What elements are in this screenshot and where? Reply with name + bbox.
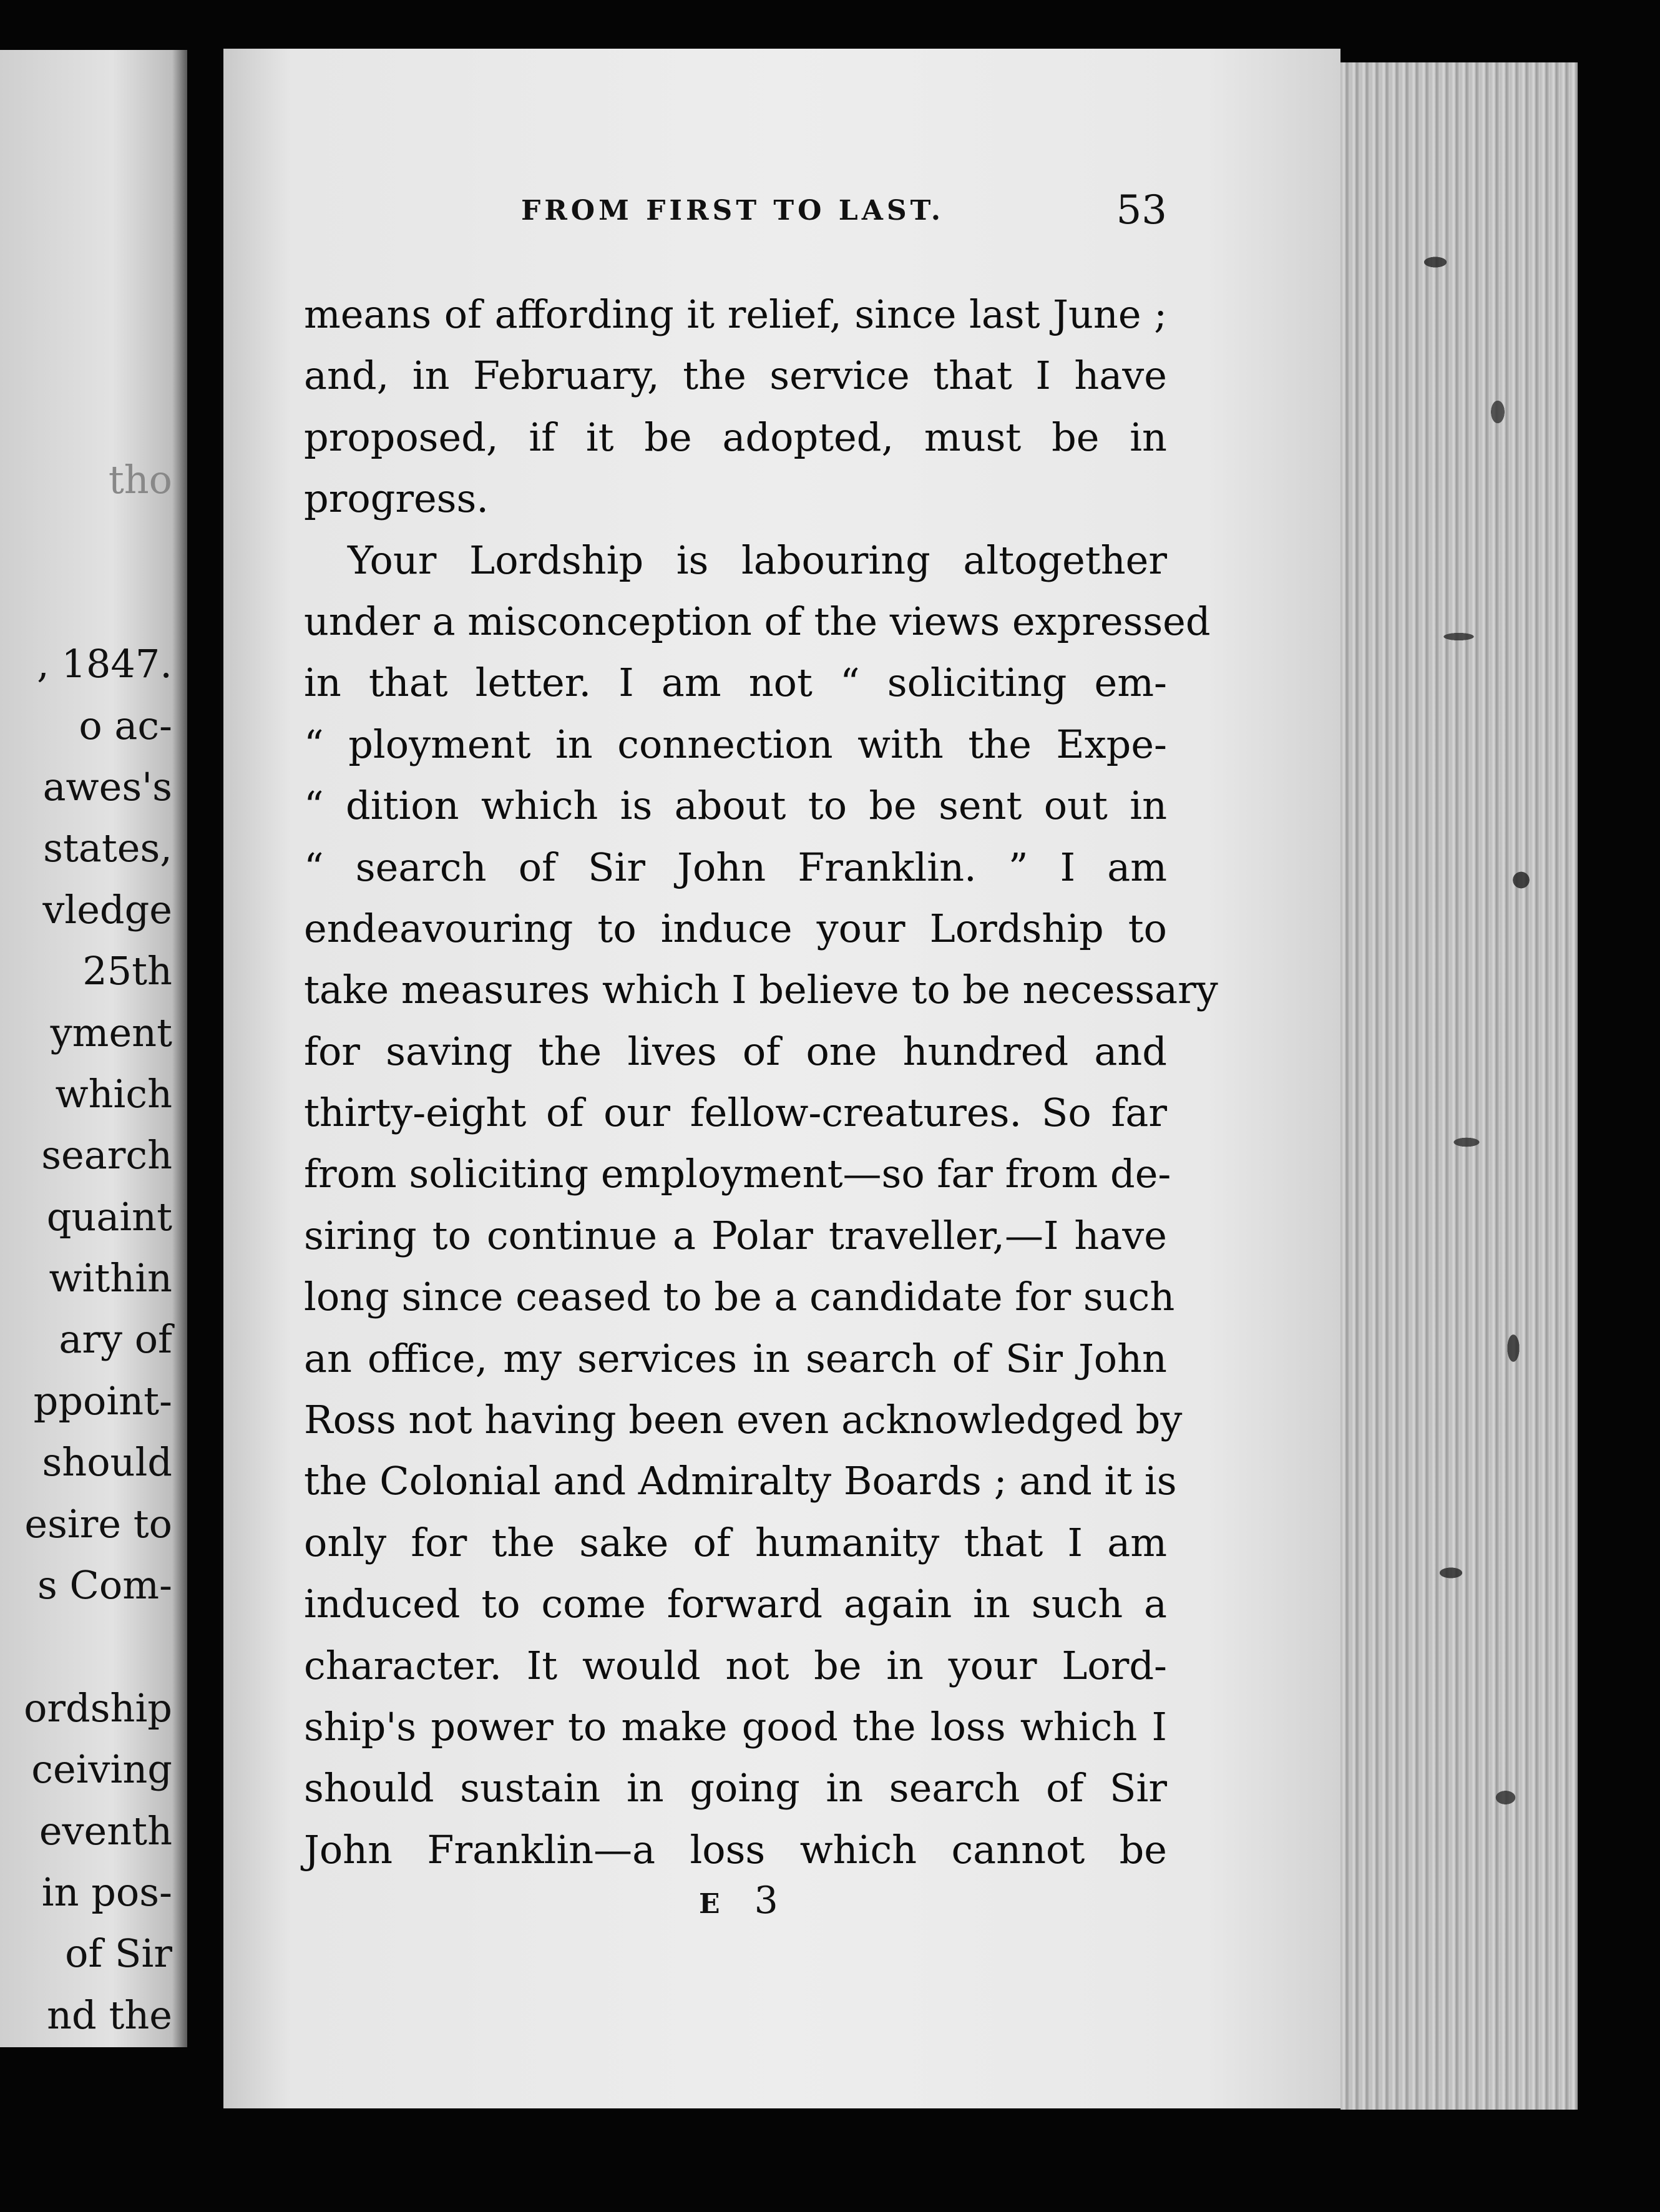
text-line: the Colonial and Admiralty Boards ; and it is bbox=[304, 1458, 1177, 1504]
left-line bbox=[4, 572, 172, 634]
left-line: within bbox=[49, 1255, 172, 1301]
left-line: of Sir bbox=[65, 1931, 172, 1977]
text-line: under a misconception of the views expressed bbox=[304, 598, 1211, 644]
text-line: ship's power to make good the loss which I bbox=[304, 1703, 1167, 1750]
text-line: long since ceased to be a candidate for such bbox=[304, 1274, 1175, 1320]
text-line: “ dition which is about to be sent out in bbox=[304, 783, 1167, 829]
text-line: endeavouring to induce your Lordship to bbox=[304, 905, 1167, 951]
signature-mark bbox=[699, 1879, 789, 1922]
text-line: for saving the lives of one hundred and bbox=[304, 1028, 1167, 1074]
left-line: awes's bbox=[42, 763, 172, 810]
left-line bbox=[4, 1616, 172, 1677]
text-line: thirty-eight of our fellow-creatures. So far bbox=[304, 1090, 1167, 1136]
left-line: ary of bbox=[59, 1316, 172, 1363]
text-line: John Franklin—a loss which cannot be bbox=[304, 1826, 1167, 1872]
text-line: proposed, if it be adopted, must be in bbox=[304, 414, 1167, 460]
left-line: nd the bbox=[47, 1992, 172, 2038]
left-line: ppoint- bbox=[33, 1378, 172, 1424]
running-title: FROM FIRST TO LAST. bbox=[521, 195, 945, 227]
left-line: 25th bbox=[82, 948, 172, 994]
page-number: 53 bbox=[1116, 187, 1167, 233]
text-line: “ ployment in connection with the Expe- bbox=[304, 721, 1167, 767]
left-line: search bbox=[41, 1132, 172, 1178]
left-line: s Com- bbox=[37, 1562, 172, 1608]
left-page-text bbox=[4, 449, 172, 2046]
left-line: ceiving bbox=[31, 1746, 172, 1793]
text-line: and, in February, the service that I have bbox=[304, 353, 1167, 399]
text-line: take measures which I believe to be necessary bbox=[304, 967, 1218, 1013]
left-line bbox=[4, 511, 172, 572]
left-line: should bbox=[42, 1439, 172, 1485]
text-line: induced to come forward again in such a bbox=[304, 1581, 1167, 1627]
left-line: eventh bbox=[39, 1808, 172, 1854]
left-line: esire to bbox=[24, 1500, 172, 1547]
left-facing-page bbox=[0, 50, 187, 2047]
body-text bbox=[304, 284, 1218, 1881]
text-line: from soliciting employment—so far from de- bbox=[304, 1151, 1171, 1197]
text-line: Your Lordship is labouring altogether bbox=[348, 537, 1167, 583]
text-line: siring to continue a Polar traveller,—I have bbox=[304, 1212, 1167, 1258]
left-line: , 1847. bbox=[37, 641, 172, 687]
left-line: which bbox=[55, 1070, 172, 1117]
text-line: an office, my services in search of Sir John bbox=[304, 1335, 1167, 1381]
signature-number: 3 bbox=[754, 1879, 789, 1922]
text-line: character. It would not be in your Lord- bbox=[304, 1642, 1167, 1688]
left-line: yment bbox=[50, 1009, 172, 1055]
running-head bbox=[300, 187, 1167, 237]
text-line: “ search of Sir John Franklin. ” I am bbox=[304, 844, 1167, 890]
text-line: Ross not having been even acknowledged by bbox=[304, 1397, 1183, 1443]
text-line: in that letter. I am not “ soliciting em- bbox=[304, 660, 1167, 706]
signature-letter: E bbox=[699, 1888, 731, 1920]
left-line: quaint bbox=[46, 1193, 172, 1240]
text-line: should sustain in going in search of Sir bbox=[304, 1765, 1167, 1811]
left-line: ordship bbox=[24, 1685, 172, 1731]
text-line: progress. bbox=[304, 476, 489, 522]
left-line: in pos- bbox=[41, 1869, 172, 1915]
page-edge-stains bbox=[1404, 112, 1560, 1985]
left-line: tho bbox=[108, 457, 172, 502]
text-line: means of affording it relief, since last June ; bbox=[304, 291, 1167, 337]
text-line: only for the sake of humanity that I am bbox=[304, 1519, 1167, 1565]
left-line: vledge bbox=[42, 886, 172, 932]
left-line: states, bbox=[43, 825, 172, 871]
left-line: o ac- bbox=[79, 702, 172, 748]
